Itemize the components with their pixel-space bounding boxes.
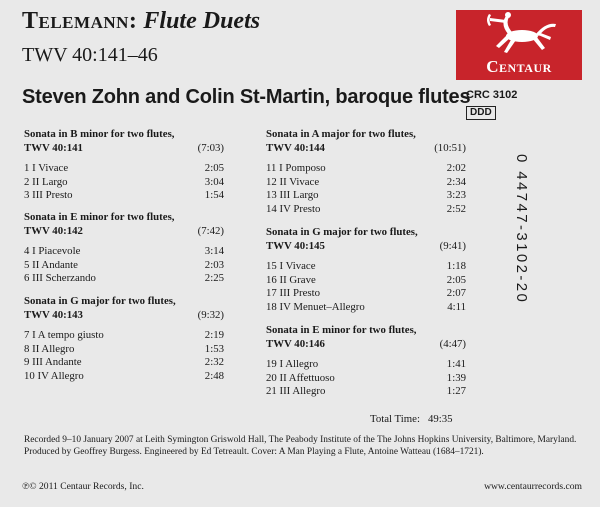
catalog-range: TWV 40:141–46 <box>22 44 158 66</box>
sonata-block <box>266 226 466 314</box>
track-row <box>266 189 466 203</box>
track-name: 9 III Andante <box>24 356 82 368</box>
track-name: 17 III Presto <box>266 287 320 299</box>
track-row <box>266 287 466 301</box>
track-time: 2:52 <box>446 202 466 215</box>
track-time: 3:14 <box>204 245 224 257</box>
work-title: Flute Duets <box>143 8 261 34</box>
sonata-duration: (10:51) <box>434 141 466 154</box>
sonata-title: Sonata in E minor for two flutes, <box>24 211 175 223</box>
label-logo-text: Centaur <box>486 57 552 76</box>
recording-credits: Recorded 9–10 January 2007 at Leith Symington Griswold Hall, The Peabody Institute of the The Johns Hopkins University, Baltimore, Maryland. Produced by Geoffrey Burgess. Engineered by Ed Tetreault. Cover: A Man Playing a Flute, Antoine Watteau (1684–1721). <box>24 435 577 458</box>
track-time: 2:07 <box>446 287 466 299</box>
track-row <box>24 162 224 176</box>
sonata-block <box>24 295 224 383</box>
track-time: 1:54 <box>204 189 224 201</box>
track-row <box>24 356 224 370</box>
track-name: 13 III Largo <box>266 189 319 201</box>
sonata-twv: TWV 40:141 <box>24 141 83 154</box>
sonata-twv: TWV 40:142 <box>24 224 83 237</box>
track-name: 15 I Vivace <box>266 260 316 272</box>
track-row <box>266 260 466 274</box>
album-title <box>22 8 260 35</box>
track-row <box>266 203 466 217</box>
track-name: 10 IV Allegro <box>24 369 84 382</box>
track-time: 1:41 <box>446 358 466 370</box>
track-name: 14 IV Presto <box>266 202 321 215</box>
track-name: 19 I Allegro <box>266 358 319 370</box>
track-row <box>24 176 224 190</box>
track-time: 2:32 <box>204 356 224 368</box>
track-row <box>24 370 224 384</box>
track-row <box>266 274 466 288</box>
sonata-duration: (4:47) <box>439 337 466 350</box>
track-time: 1:53 <box>204 342 224 355</box>
track-name: 2 II Largo <box>24 175 68 188</box>
track-time: 2:05 <box>204 162 224 174</box>
track-time: 2:25 <box>204 272 224 284</box>
track-time: 1:39 <box>446 371 466 384</box>
track-time: 2:02 <box>446 162 466 174</box>
centaur-logo <box>456 10 582 80</box>
sonata-duration: (7:42) <box>197 224 224 237</box>
track-row <box>24 245 224 259</box>
sonata-block <box>24 128 224 203</box>
copyright-notice: ℗© 2011 Centaur Records, Inc. <box>22 481 144 492</box>
sonata-twv: TWV 40:146 <box>266 337 325 350</box>
track-time: 2:34 <box>446 175 466 188</box>
track-name: 5 II Andante <box>24 258 78 271</box>
composer-name: Telemann: <box>22 8 138 34</box>
performers: Steven Zohn and Colin St-Martin, baroque flutes <box>22 86 471 108</box>
track-time: 3:04 <box>204 175 224 188</box>
sonata-twv: TWV 40:144 <box>266 141 325 154</box>
track-name: 21 III Allegro <box>266 385 326 397</box>
track-time: 2:19 <box>204 329 224 341</box>
track-name: 6 III Scherzando <box>24 272 96 284</box>
track-name: 11 I Pomposo <box>266 162 326 174</box>
sonata-duration: (9:41) <box>439 239 466 252</box>
spars-code-badge: DDD <box>466 106 496 120</box>
track-row <box>24 329 224 343</box>
sonata-block <box>24 211 224 286</box>
sonata-twv: TWV 40:145 <box>266 239 325 252</box>
sonata-title: Sonata in A major for two flutes, <box>266 128 416 140</box>
track-time: 1:27 <box>446 385 466 397</box>
track-row <box>266 372 466 386</box>
sonata-title: Sonata in G major for two flutes, <box>266 226 418 238</box>
sonata-duration: (7:03) <box>197 141 224 154</box>
track-name: 16 II Grave <box>266 273 316 286</box>
website-url: www.centaurrecords.com <box>484 481 582 492</box>
sonata-duration: (9:32) <box>197 308 224 321</box>
sonata-title: Sonata in B minor for two flutes, <box>24 128 175 140</box>
track-name: 1 I Vivace <box>24 162 69 174</box>
sonata-title: Sonata in G major for two flutes, <box>24 295 176 307</box>
track-row <box>24 259 224 273</box>
track-row <box>24 272 224 286</box>
sonata-block <box>266 128 466 216</box>
track-row <box>266 176 466 190</box>
track-row <box>24 343 224 357</box>
track-name: 4 I Piacevole <box>24 245 81 257</box>
centaur-figure-icon <box>456 10 582 62</box>
track-row <box>266 301 466 315</box>
sonata-block <box>266 324 466 399</box>
track-time: 3:23 <box>446 189 466 201</box>
track-name: 12 II Vivace <box>266 175 320 188</box>
catalog-number: CRC 3102 <box>466 89 518 101</box>
track-row <box>266 358 466 372</box>
track-name: 8 II Allegro <box>24 342 75 355</box>
track-time: 2:03 <box>204 258 224 271</box>
track-row <box>266 385 466 399</box>
track-time: 4:11 <box>447 300 466 313</box>
track-name: 18 IV Menuet–Allegro <box>266 300 365 313</box>
sonata-title: Sonata in E minor for two flutes, <box>266 324 417 336</box>
track-name: 20 II Affettuoso <box>266 371 335 384</box>
track-time: 2:48 <box>204 369 224 382</box>
track-time: 2:05 <box>446 273 466 286</box>
total-time <box>370 413 453 425</box>
total-time-label: Total Time: <box>370 413 420 425</box>
track-time: 1:18 <box>446 260 466 272</box>
track-row <box>266 162 466 176</box>
track-name: 3 III Presto <box>24 189 73 201</box>
track-name: 7 I A tempo giusto <box>24 329 104 341</box>
barcode-number: 0 44747-3102-20 <box>513 154 530 305</box>
sonata-twv: TWV 40:143 <box>24 308 83 321</box>
track-row <box>24 189 224 203</box>
total-time-value: 49:35 <box>427 413 453 425</box>
